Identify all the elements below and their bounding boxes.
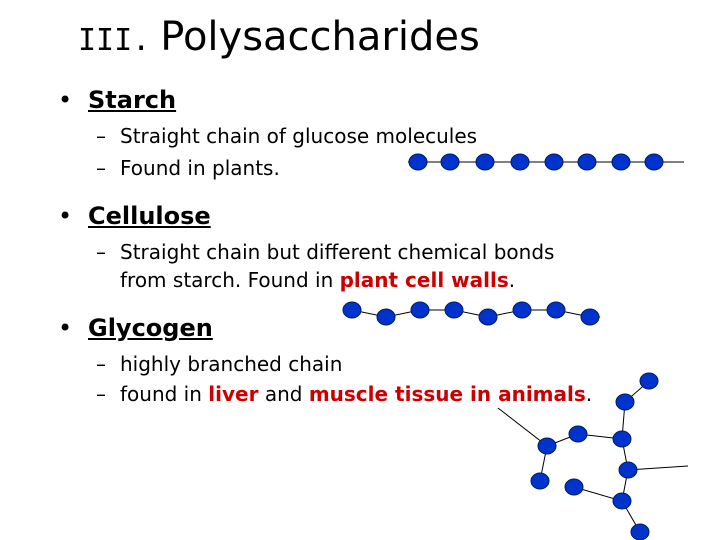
glucose-unit <box>445 302 463 318</box>
glucose-unit <box>581 309 599 325</box>
glucose-unit <box>531 473 549 489</box>
glycogen-line-2-post: . <box>585 382 593 406</box>
term-glycogen: Glycogen <box>88 314 213 342</box>
cellulose-line-2-pre: from starch. Found in <box>120 268 340 292</box>
bullet-dot: • <box>58 202 73 230</box>
glucose-unit <box>631 524 649 540</box>
cellulose-line-2-post: . <box>508 268 516 292</box>
glucose-unit <box>479 309 497 325</box>
glucose-unit <box>513 302 531 318</box>
glucose-unit <box>569 426 587 442</box>
glucose-unit <box>565 479 583 495</box>
starch-line-1-text: Straight chain of glucose molecules <box>120 124 478 148</box>
cellulose-chain-diagram <box>343 302 600 325</box>
glucose-unit <box>612 154 630 170</box>
glucose-unit <box>613 431 631 447</box>
glucose-unit <box>619 462 637 478</box>
glucose-unit <box>409 154 427 170</box>
term-cellulose: Cellulose <box>88 202 211 230</box>
glucose-unit <box>538 438 556 454</box>
glycogen-line-1-text: highly branched chain <box>120 352 343 376</box>
title-number: III. <box>78 23 151 58</box>
dash: – <box>96 382 106 406</box>
glucose-unit <box>578 154 596 170</box>
cellulose-line-1: Straight chain but different chemical bonds <box>120 240 555 264</box>
dash: – <box>96 124 106 148</box>
glucose-unit <box>547 302 565 318</box>
cellulose-highlight: plant cell walls <box>339 268 509 292</box>
glucose-unit <box>411 302 429 318</box>
glycogen-line-2-pre: found in <box>120 382 209 406</box>
glycogen-line-2-mid: and <box>258 382 309 406</box>
bullet-dot: • <box>58 314 73 342</box>
glycogen-highlight-muscle: muscle tissue in animals <box>308 382 586 406</box>
dash: – <box>96 352 106 376</box>
glycogen-chain-diagram <box>498 373 688 540</box>
glucose-unit <box>545 154 563 170</box>
dash: – <box>96 156 106 180</box>
glucose-unit <box>441 154 459 170</box>
bullet-dot: • <box>58 86 73 114</box>
dash: – <box>96 240 106 264</box>
glucose-unit <box>613 493 631 509</box>
glucose-unit <box>640 373 658 389</box>
glycogen-highlight-liver: liver <box>208 382 259 406</box>
starch-chain-diagram <box>408 154 684 170</box>
glucose-unit <box>476 154 494 170</box>
starch-line-2-text: Found in plants. <box>120 156 280 180</box>
title-text: Polysaccharides <box>160 14 480 60</box>
term-starch: Starch <box>88 86 177 114</box>
glucose-unit <box>616 394 634 410</box>
glucose-unit <box>377 309 395 325</box>
glucose-unit <box>511 154 529 170</box>
glucose-unit <box>645 154 663 170</box>
glucose-unit <box>343 302 361 318</box>
glycogen-bond <box>574 487 640 532</box>
